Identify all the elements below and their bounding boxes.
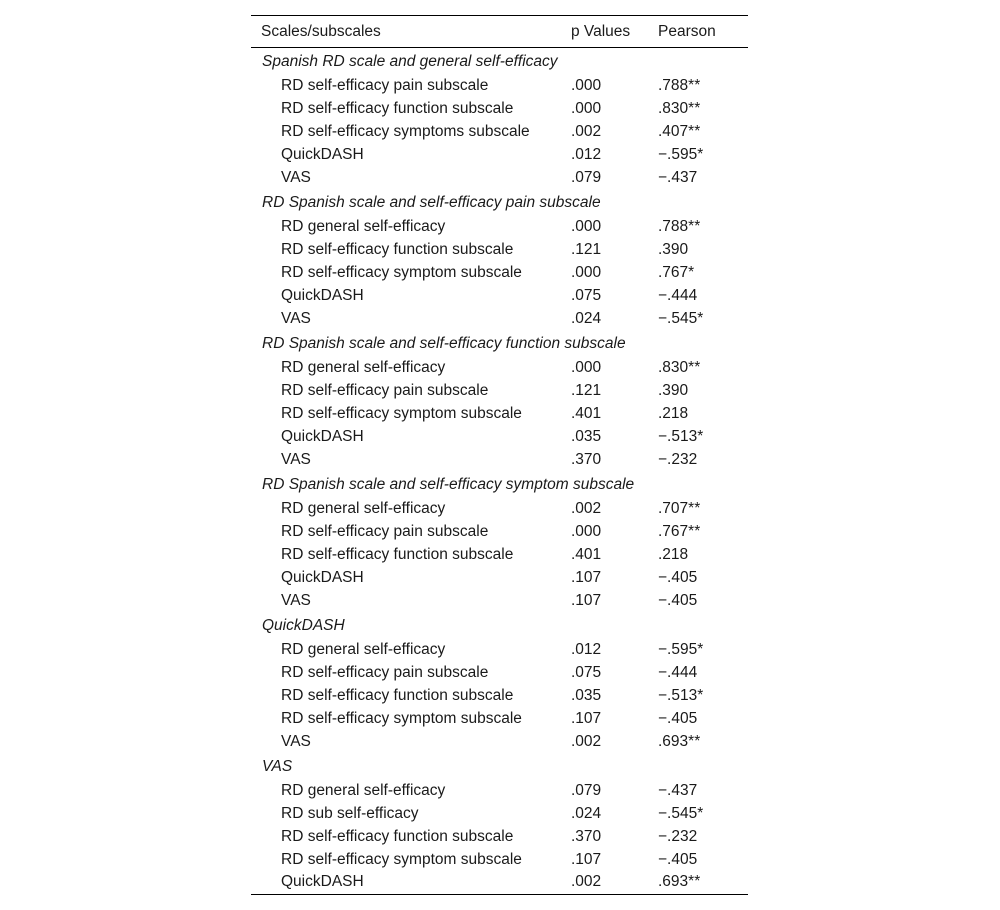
group-header-row (251, 753, 748, 779)
row-label: RD general self-efficacy (281, 217, 446, 235)
row-pearson: .407** (658, 122, 701, 140)
row-p-value: .002 (571, 122, 602, 140)
row-pearson: −.595* (658, 640, 704, 658)
row-pearson: −.232 (658, 827, 698, 845)
header-pearson: Pearson (658, 22, 716, 40)
row-p-value: .079 (571, 168, 602, 186)
row-label: RD general self-efficacy (281, 499, 446, 517)
row-label: RD self-efficacy symptoms subscale (281, 122, 530, 140)
table-row (251, 284, 748, 307)
row-pearson: .830** (658, 358, 701, 376)
group-header-row (251, 471, 748, 497)
row-p-value: .012 (571, 640, 602, 658)
row-pearson: .218 (658, 545, 689, 563)
group-header-row (251, 48, 748, 75)
row-p-value: .107 (571, 709, 602, 727)
table-row (251, 448, 748, 471)
table-row (251, 589, 748, 612)
row-p-value: .107 (571, 591, 602, 609)
row-p-value: .000 (571, 522, 602, 540)
row-p-value: .024 (571, 804, 602, 822)
table-row (251, 497, 748, 520)
table-row (251, 97, 748, 120)
row-pearson: .767* (658, 263, 695, 281)
group-header-row (251, 612, 748, 638)
group-title: VAS (262, 758, 293, 775)
table-row (251, 238, 748, 261)
row-pearson: .707** (658, 499, 701, 517)
table-row (251, 143, 748, 166)
row-pearson: −.545* (658, 309, 704, 327)
header-scales: Scales/subscales (261, 22, 381, 40)
row-label: VAS (281, 591, 311, 609)
table-row (251, 74, 748, 97)
row-pearson: −.405 (658, 591, 698, 609)
row-pearson: .390 (658, 240, 689, 258)
row-label: VAS (281, 309, 311, 327)
row-label: RD self-efficacy pain subscale (281, 522, 489, 540)
row-p-value: .401 (571, 545, 602, 563)
row-pearson: −.437 (658, 781, 698, 799)
row-label: RD self-efficacy pain subscale (281, 76, 489, 94)
group-header-row (251, 330, 748, 356)
row-label: RD self-efficacy pain subscale (281, 381, 489, 399)
row-pearson: .788** (658, 76, 701, 94)
header-row (251, 16, 748, 48)
row-pearson: −.232 (658, 450, 698, 468)
header-p-values: p Values (571, 22, 631, 40)
table-row (251, 356, 748, 379)
table-row (251, 825, 748, 848)
row-label: VAS (281, 450, 311, 468)
row-pearson: .830** (658, 99, 701, 117)
group-title: RD Spanish scale and self-efficacy function subscale (262, 335, 626, 352)
group-title: Spanish RD scale and general self-efficacy (262, 53, 558, 70)
row-label: RD self-efficacy function subscale (281, 240, 514, 258)
table-row (251, 166, 748, 189)
row-pearson: .693** (658, 732, 701, 750)
row-label: QuickDASH (281, 568, 364, 586)
row-p-value: .075 (571, 663, 602, 681)
row-p-value: .002 (571, 732, 602, 750)
group-title: RD Spanish scale and self-efficacy symptom subscale (262, 476, 635, 493)
table-row (251, 520, 748, 543)
table-row (251, 215, 748, 238)
row-p-value: .000 (571, 263, 602, 281)
row-p-value: .107 (571, 568, 602, 586)
table-row (251, 402, 748, 425)
row-p-value: .024 (571, 309, 602, 327)
group-title: RD Spanish scale and self-efficacy pain subscale (262, 194, 601, 211)
row-p-value: .002 (571, 499, 602, 517)
row-label: RD self-efficacy function subscale (281, 827, 514, 845)
row-p-value: .035 (571, 686, 602, 704)
row-p-value: .000 (571, 358, 602, 376)
row-p-value: .075 (571, 286, 602, 304)
correlation-table (251, 15, 748, 895)
row-label: RD self-efficacy symptom subscale (281, 404, 522, 422)
table-header (251, 16, 748, 48)
row-label: RD self-efficacy function subscale (281, 545, 514, 563)
row-p-value: .000 (571, 217, 602, 235)
row-p-value: .107 (571, 850, 602, 868)
row-p-value: .079 (571, 781, 602, 799)
table-row (251, 707, 748, 730)
row-label: RD self-efficacy pain subscale (281, 663, 489, 681)
row-label: QuickDASH (281, 873, 364, 891)
row-label: QuickDASH (281, 286, 364, 304)
row-pearson: .218 (658, 404, 689, 422)
row-p-value: .370 (571, 827, 602, 845)
row-label: RD self-efficacy symptom subscale (281, 850, 522, 868)
row-pearson: −.545* (658, 804, 704, 822)
table-row (251, 661, 748, 684)
row-label: RD sub self-efficacy (281, 804, 419, 822)
row-pearson: .767** (658, 522, 701, 540)
table-row (251, 848, 748, 871)
row-label: RD general self-efficacy (281, 640, 446, 658)
table-row (251, 802, 748, 825)
table-row (251, 120, 748, 143)
row-label: RD general self-efficacy (281, 781, 446, 799)
row-label: RD self-efficacy function subscale (281, 686, 514, 704)
row-p-value: .000 (571, 99, 602, 117)
table-row (251, 566, 748, 589)
group-header-row (251, 189, 748, 215)
group-title: QuickDASH (262, 617, 345, 634)
row-label: QuickDASH (281, 427, 364, 445)
table-row (251, 638, 748, 661)
table-row (251, 379, 748, 402)
row-pearson: −.513* (658, 686, 704, 704)
table-row (251, 307, 748, 330)
table-row (251, 871, 748, 894)
row-pearson: −.595* (658, 145, 704, 163)
row-label: RD self-efficacy symptom subscale (281, 709, 522, 727)
row-pearson: .788** (658, 217, 701, 235)
table-row (251, 261, 748, 284)
row-p-value: .002 (571, 873, 602, 891)
row-pearson: −.405 (658, 850, 698, 868)
row-pearson: −.437 (658, 168, 698, 186)
row-p-value: .121 (571, 240, 602, 258)
table-row (251, 684, 748, 707)
table-row (251, 425, 748, 448)
row-label: RD self-efficacy symptom subscale (281, 263, 522, 281)
row-label: RD general self-efficacy (281, 358, 446, 376)
table-row (251, 730, 748, 753)
row-p-value: .035 (571, 427, 602, 445)
row-pearson: .693** (658, 873, 701, 891)
row-p-value: .370 (571, 450, 602, 468)
row-p-value: .012 (571, 145, 602, 163)
row-pearson: .390 (658, 381, 689, 399)
table-row (251, 779, 748, 802)
row-p-value: .121 (571, 381, 602, 399)
row-pearson: −.405 (658, 709, 698, 727)
row-pearson: −.444 (658, 286, 698, 304)
row-pearson: −.444 (658, 663, 698, 681)
row-label: QuickDASH (281, 145, 364, 163)
row-label: VAS (281, 168, 311, 186)
correlation-table-container (251, 15, 748, 895)
table-body (251, 48, 748, 895)
row-label: RD self-efficacy function subscale (281, 99, 514, 117)
table-row (251, 543, 748, 566)
row-p-value: .000 (571, 76, 602, 94)
row-label: VAS (281, 732, 311, 750)
row-pearson: −.513* (658, 427, 704, 445)
row-pearson: −.405 (658, 568, 698, 586)
row-p-value: .401 (571, 404, 602, 422)
